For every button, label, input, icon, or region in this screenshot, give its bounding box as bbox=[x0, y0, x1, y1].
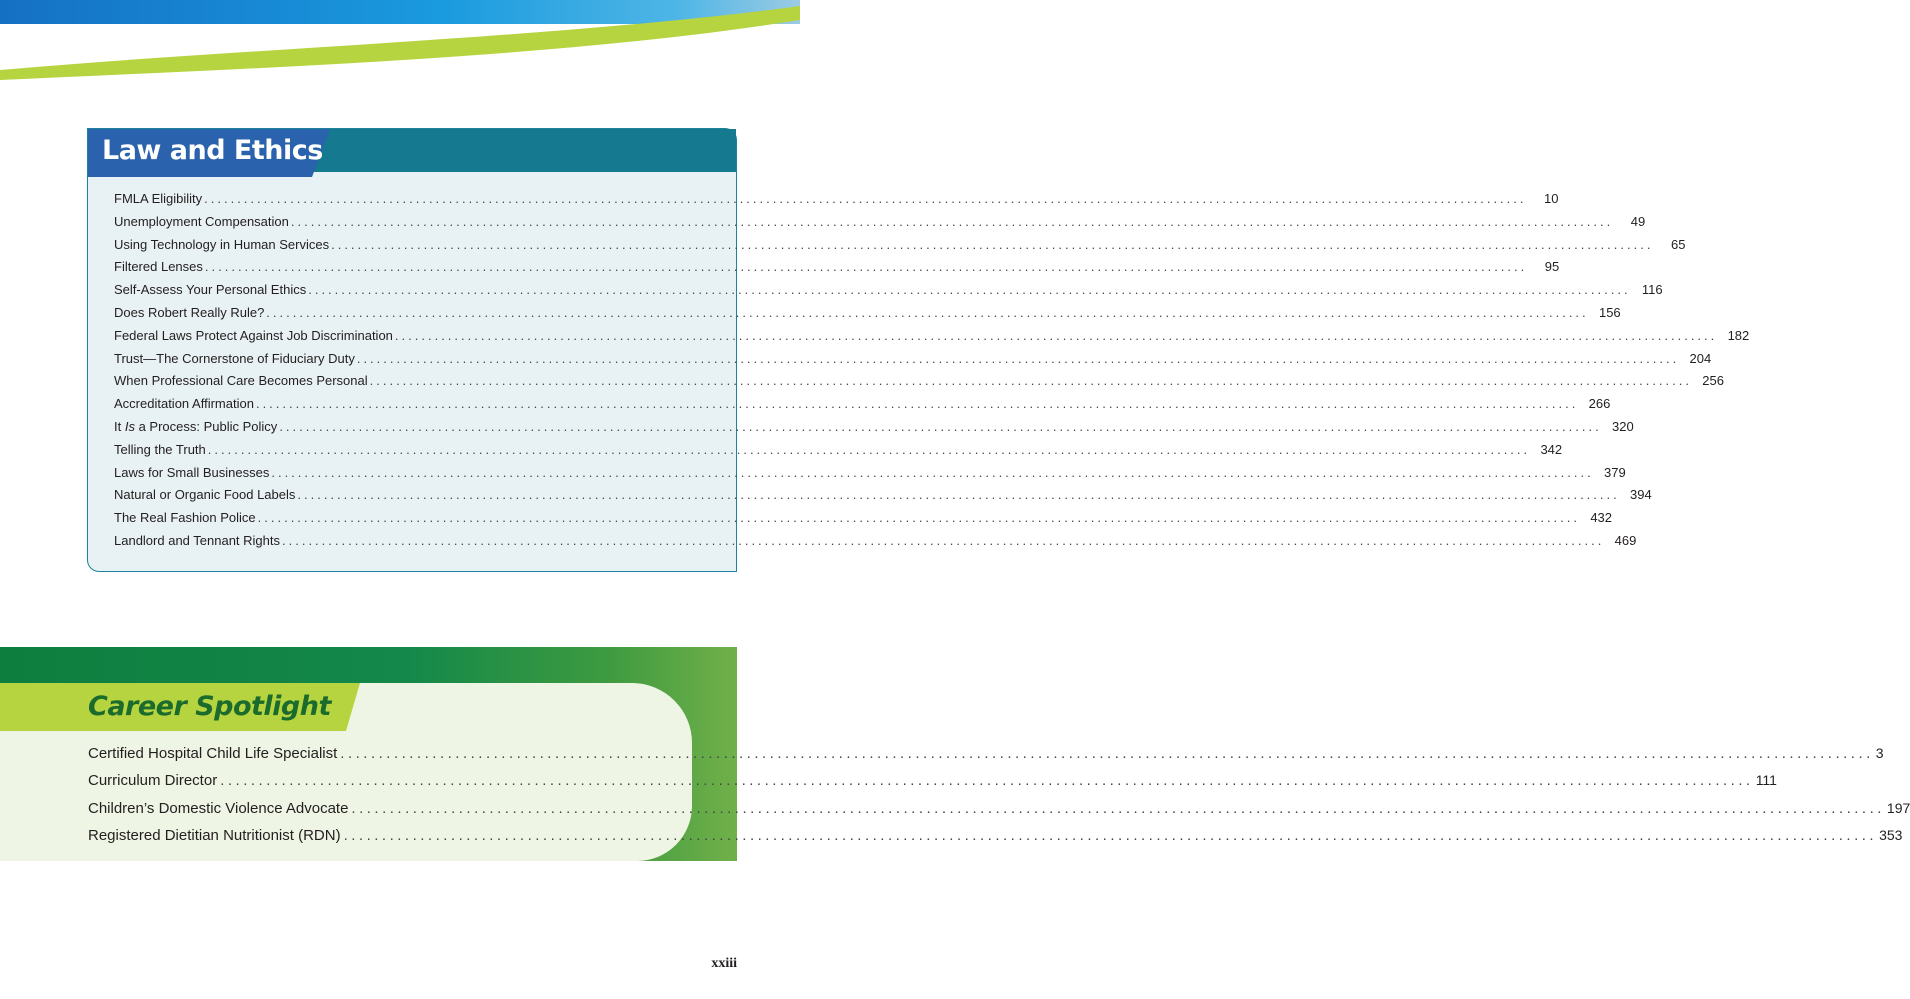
dot-leader: ........................................................................................................................................................................................................ bbox=[340, 745, 1874, 762]
toc-entry-page-number: 256 bbox=[1702, 373, 1724, 389]
toc-entry-title bbox=[88, 800, 348, 817]
toc-entry bbox=[114, 441, 1563, 465]
dot-leader: ........................................................................................................................................................................................................ bbox=[220, 772, 1754, 790]
toc-entry-title bbox=[114, 237, 329, 252]
dot-leader: ........................................................................................................................................................................................................ bbox=[356, 350, 1680, 366]
dot-leader: ........................................................................................................................................................................................................ bbox=[271, 464, 1594, 480]
toc-entry-page-number: 95 bbox=[1544, 259, 1560, 275]
toc-entry bbox=[114, 213, 1646, 237]
toc-entry-title-text: It bbox=[114, 418, 125, 434]
toc-entry-title-text: Unemployment Compensation bbox=[114, 213, 289, 229]
toc-entry-title-text: Self-Assess Your Personal Ethics bbox=[114, 282, 307, 298]
toc-entry-title bbox=[114, 328, 393, 343]
toc-entry bbox=[114, 304, 1621, 328]
toc-entry bbox=[114, 532, 1637, 556]
toc-entry-page-number: 3 bbox=[1875, 745, 1884, 761]
dot-leader: ........................................................................................................................................................................................................ bbox=[343, 826, 1878, 844]
toc-entry-page-number: 65 bbox=[1671, 236, 1686, 252]
toc-entry-title bbox=[114, 419, 277, 434]
page-number: xxiii bbox=[711, 956, 737, 971]
dot-leader: ........................................................................................................................................................................................................ bbox=[297, 487, 1620, 503]
toc-entry-page-number: 266 bbox=[1588, 396, 1611, 412]
toc-entry-page-number: 342 bbox=[1540, 441, 1563, 457]
dot-leader: ........................................................................................................................................................................................................ bbox=[255, 396, 1579, 412]
toc-entry-title-text: Landlord and Tennant Rights bbox=[114, 532, 280, 548]
toc-entry-title-text: Telling the Truth bbox=[114, 441, 206, 457]
law-and-ethics-title-tab bbox=[88, 129, 348, 177]
toc-entry-title bbox=[114, 465, 269, 480]
toc-entry-page-number: 320 bbox=[1611, 418, 1634, 434]
dot-leader: ........................................................................................................................................................................................................ bbox=[207, 441, 1531, 457]
dot-leader: ........................................................................................................................................................................................................ bbox=[331, 236, 1654, 252]
law-and-ethics-list bbox=[114, 191, 1750, 556]
toc-entry bbox=[114, 327, 1750, 351]
toc-entry-title bbox=[88, 827, 341, 844]
toc-entry-title bbox=[114, 259, 203, 274]
toc-entry-title bbox=[114, 191, 202, 206]
toc-entry bbox=[88, 772, 1777, 799]
toc-entry-page-number: 10 bbox=[1544, 191, 1559, 206]
career-spotlight-list bbox=[88, 745, 1910, 854]
dot-leader: ........................................................................................................................................................................................................ bbox=[257, 510, 1581, 526]
toc-entry-title bbox=[88, 772, 217, 789]
toc-entry bbox=[88, 745, 1884, 772]
toc-entry-title bbox=[88, 745, 337, 762]
toc-entry bbox=[114, 259, 1560, 282]
toc-entry-page-number: 156 bbox=[1598, 304, 1621, 320]
dot-leader: ........................................................................................................................................................................................................ bbox=[279, 418, 1602, 434]
toc-entry-title bbox=[114, 487, 295, 502]
law-and-ethics-section bbox=[87, 128, 1750, 572]
toc-entry bbox=[114, 396, 1611, 419]
toc-entry-title-text: Federal Laws Protect Against Job Discrimination bbox=[114, 327, 393, 343]
toc-entry-title-text: FMLA Eligibility bbox=[114, 191, 203, 206]
toc-entry-page-number: 182 bbox=[1727, 327, 1750, 343]
toc-entry bbox=[114, 487, 1652, 510]
toc-entry-page-number: 394 bbox=[1630, 487, 1652, 503]
toc-entry-title-text: The Real Fashion Police bbox=[114, 510, 256, 526]
toc-entry-title-text: When Professional Care Becomes Personal bbox=[114, 373, 368, 389]
dot-leader: ........................................................................................................................................................................................................ bbox=[308, 282, 1631, 298]
toc-entry-title-text: Does Robert Really Rule? bbox=[114, 304, 265, 320]
toc-entry-title bbox=[114, 373, 368, 388]
toc-entry-title bbox=[114, 282, 306, 297]
toc-entry bbox=[114, 418, 1634, 442]
toc-entry-title bbox=[114, 442, 206, 457]
toc-entry-title-text: Curriculum Director bbox=[88, 772, 218, 790]
toc-entry-title-text: Natural or Organic Food Labels bbox=[114, 487, 296, 503]
toc-entry-title-text: Using Technology in Human Services bbox=[114, 236, 330, 252]
toc-entry bbox=[114, 350, 1712, 374]
toc-entry-title-emphasis: Is bbox=[124, 418, 135, 434]
toc-entry bbox=[114, 282, 1663, 305]
toc-entry-page-number: 379 bbox=[1604, 464, 1626, 480]
toc-entry-page-number: 197 bbox=[1886, 799, 1910, 816]
toc-entry-page-number: 116 bbox=[1641, 282, 1663, 298]
dot-leader: ........................................................................................................................................................................................................ bbox=[351, 799, 1885, 817]
toc-entry-title bbox=[114, 305, 264, 320]
toc-entry-title-text: Filtered Lenses bbox=[114, 259, 203, 275]
career-spotlight-title-tab bbox=[0, 683, 360, 731]
dot-leader: ........................................................................................................................................................................................................ bbox=[266, 304, 1589, 320]
career-spotlight-section bbox=[0, 647, 1910, 861]
toc-entry-page-number: 204 bbox=[1689, 350, 1712, 366]
top-header-decoration bbox=[0, 0, 800, 90]
toc-entry-page-number: 432 bbox=[1590, 510, 1613, 526]
toc-entry-title bbox=[114, 351, 355, 366]
toc-entry-page-number: 111 bbox=[1755, 772, 1777, 789]
career-spotlight-title: Career Spotlight bbox=[88, 691, 331, 722]
toc-entry-title-text: Registered Dietitian Nutritionist (RDN) bbox=[88, 826, 341, 844]
toc-entry-title bbox=[114, 396, 254, 411]
toc-entry-title-text: Laws for Small Businesses bbox=[114, 464, 270, 480]
toc-entry-title-text: Children’s Domestic Violence Advocate bbox=[88, 799, 349, 817]
toc-entry-title bbox=[114, 533, 280, 548]
toc-entry bbox=[114, 373, 1724, 396]
dot-leader: ........................................................................................................................................................................................................ bbox=[204, 191, 1527, 206]
toc-entry-title-text: Trust—The Cornerstone of Fiduciary Duty bbox=[114, 350, 355, 366]
toc-entry-title-text: Accreditation Affirmation bbox=[114, 396, 254, 412]
toc-entry-title bbox=[114, 510, 256, 525]
dot-leader: ........................................................................................................................................................................................................ bbox=[282, 532, 1605, 548]
toc-entry-title-text: a Process: Public Policy bbox=[134, 418, 278, 434]
toc-entry-title-text: Certified Hospital Child Life Specialist bbox=[88, 745, 338, 762]
dot-leader: ........................................................................................................................................................................................................ bbox=[290, 213, 1614, 229]
toc-entry bbox=[114, 191, 1559, 214]
toc-entry bbox=[114, 510, 1613, 533]
dot-leader: ........................................................................................................................................................................................................ bbox=[204, 259, 1528, 275]
dot-leader: ........................................................................................................................................................................................................ bbox=[394, 327, 1718, 343]
toc-entry bbox=[88, 799, 1910, 827]
toc-entry-title bbox=[114, 214, 289, 229]
toc-entry bbox=[114, 236, 1686, 260]
dot-leader: ........................................................................................................................................................................................................ bbox=[369, 373, 1692, 389]
toc-entry bbox=[114, 464, 1626, 488]
law-and-ethics-title: Law and Ethics bbox=[102, 135, 323, 166]
toc-entry-page-number: 49 bbox=[1630, 213, 1646, 229]
toc-entry-page-number: 469 bbox=[1614, 532, 1637, 548]
toc-entry-page-number: 353 bbox=[1879, 826, 1903, 843]
toc-entry bbox=[88, 826, 1903, 854]
